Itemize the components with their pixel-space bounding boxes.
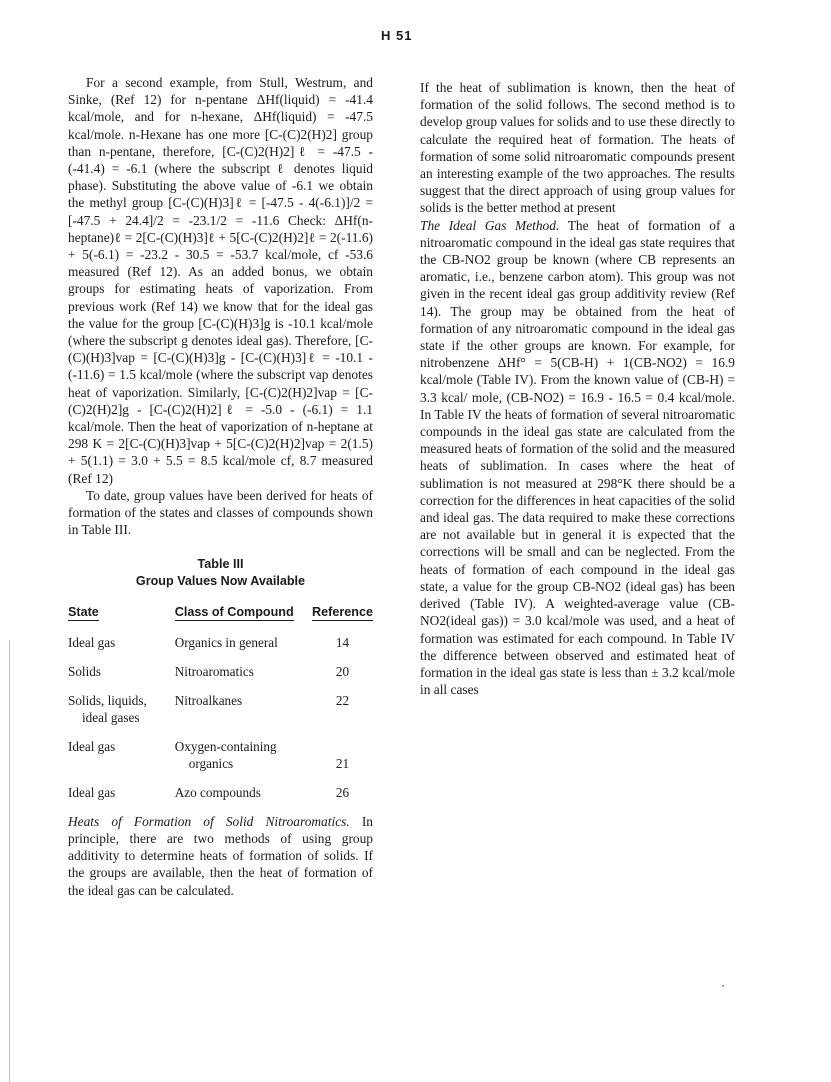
table-row <box>68 634 373 663</box>
header-state: State <box>68 605 99 620</box>
cell-reference: 14 <box>335 634 350 650</box>
table-title: Table III <box>197 557 244 572</box>
left-paragraph-3: Heats of Formation of Solid Nitroaromatics. In principle, there are two methods of using group additivity to determine heats of formation of solids. If the groups are available, then the heat of formation of the ideal gas can be calculated. <box>68 813 373 898</box>
right-column <box>420 79 735 698</box>
cell-state: Solids <box>68 663 101 679</box>
cell-state: Solids, liquids, ideal gases <box>68 692 147 725</box>
scan-speck <box>722 985 724 987</box>
right-paragraph-2: The Ideal Gas Method. The heat of formation of a nitroaromatic compound in the ideal gas state requires that the CB-NO2 group be known (where CB represents an aromatic, i.e., benzene carbon atom). This group was not given in the recent ideal gas group additivity review (Ref 14). The group may be obtained from the heat of formation of any nitroaromatic compound in the ideal gas state if the other groups are known. For example, for nitrobenzene ΔHf° = 5(CB-H) + 1(CB-NO2) = 16.9 kcal/mole (Table IV). From the known value of (CB-H) = 3.3 kcal/ mole, (CB-NO2) = 16.9 - 16.5 = 0.4 kcal/mole. In Table IV the heats of formation of several nitroaromatic compounds in the ideal gas state are calculated from the measured heats of formation of the solid and the measured heats of sublimation. In cases where the heat of sublimation is not measured at 298°K there should be a correction for the differences in heat capacities of the solid and ideal gas. The data required to make these corrections are not available but in general it is expected that the corrections will be small and can be neglected. From the heats of formation of each compound in the ideal gas state, a value for the group CB-NO2 (ideal gas) has been derived (Table IV). A weighted-average value (CB-NO2(ideal gas)) = 3.0 kcal/mole was used, and a heat of formation was estimated for each compound. In Table IV the difference between observed and estimated heat of formation in the ideal gas state is less than ± 3.2 kcal/mole in all cases <box>420 217 735 698</box>
cell-class: Nitroalkanes <box>174 692 243 708</box>
cell-class: Nitroaromatics <box>174 663 254 679</box>
cell-reference: 21 <box>335 755 350 771</box>
table-row <box>68 663 373 692</box>
left-column <box>68 74 373 899</box>
header-reference: Reference <box>312 605 373 620</box>
cell-state: Ideal gas <box>68 634 116 650</box>
right-paragraph-1: If the heat of sublimation is known, then the heat of formation of the solid follows. The second method is to develop group values for solids and to use these directly to calculate the required heat of formation. The heats of formation of some solid nitroaromatic compounds present an interesting example of the two approaches. The results suggest that the direct approach of using group values for solids is the better method at present <box>420 80 735 216</box>
table-row <box>68 692 373 738</box>
page-number: H 51 <box>381 28 413 43</box>
cell-reference: 22 <box>335 692 350 708</box>
header-class: Class of Compound <box>174 605 294 620</box>
table-row <box>68 738 373 784</box>
table-header-row <box>68 604 373 633</box>
cell-class: Organics in general <box>174 634 278 650</box>
cell-state: Ideal gas <box>68 738 116 754</box>
cell-class: Azo compounds <box>174 784 261 800</box>
table-iii <box>68 556 373 812</box>
table-row <box>68 784 373 813</box>
table-iii-grid <box>68 604 373 812</box>
cell-class: Oxygen-containing organics <box>174 738 277 771</box>
section-title-ideal-gas-method: The Ideal Gas Method. <box>420 217 560 233</box>
table-subtitle: Group Values Now Available <box>135 574 306 589</box>
left-paragraph-2: To date, group values have been derived for heats of formation of the states and classes of compounds shown in Table III. <box>68 487 373 538</box>
section-title-solid-nitroaromatics: Heats of Formation of Solid Nitroaromatics. <box>68 813 350 829</box>
left-paragraph-1: For a second example, from Stull, Westrum, and Sinke, (Ref 12) for n-pentane ΔHf(liquid) = -41.4 kcal/mole, and for n-hexane, ΔHf(liquid) = -47.5 kcal/mole. n-Hexane has one more [C-(C)2(H)2] group than n-pentane, therefore, [C-(C)2(H)2]ℓ = -47.5 - (-41.4) = -6.1 (where the subscript ℓ denotes liquid phase). Substituting the above value of -6.1 we obtain the methyl group [C-(C)(H)3]ℓ = [-47.5 - 4(-6.1)]/2 = [-47.5 + 24.4]/2 = -23.1/2 = -11.6 Check: ΔHf(n-heptane)ℓ = 2[C-(C)(H)3]ℓ + 5[C-(C)2(H)2]ℓ = 2(-11.6) + 5(-6.1) = -23.2 - 30.5 = -53.7 kcal/mole, cf -53.6 measured (Ref 12). As an added bonus, we obtain groups for estimating heats of vaporization. From previous work (Ref 14) we know that for the ideal gas the value for the group [C-(C)(H)3]g is -10.1 kcal/mole (where the subscript g denotes ideal gas). Therefore, [C-(C)(H)3]vap = [C-(C)(H)3]g - [C-(C)(H)3]ℓ = -10.1 - (-11.6) = 1.5 kcal/mole (where the subscript vap denotes heat of vaporization. Similarly, [C-(C)2(H)2]vap = [C-(C)2(H)2]g - [C-(C)2(H)2]ℓ = -5.0 - (-6.1) = 1.1 kcal/mole. Then the heat of vaporization of n-heptane at 298 K = 2[C-(C)(H)3]vap + 5[C-(C)2(H)2]vap = 2(1.5) + 5(1.1) = 3.0 + 5.5 = 8.5 kcal/mole cf, 8.7 measured (Ref 12) <box>68 75 373 486</box>
scan-edge-line <box>9 640 10 1082</box>
cell-reference: 26 <box>335 784 350 800</box>
cell-state: Ideal gas <box>68 784 116 800</box>
cell-reference: 20 <box>335 663 350 679</box>
